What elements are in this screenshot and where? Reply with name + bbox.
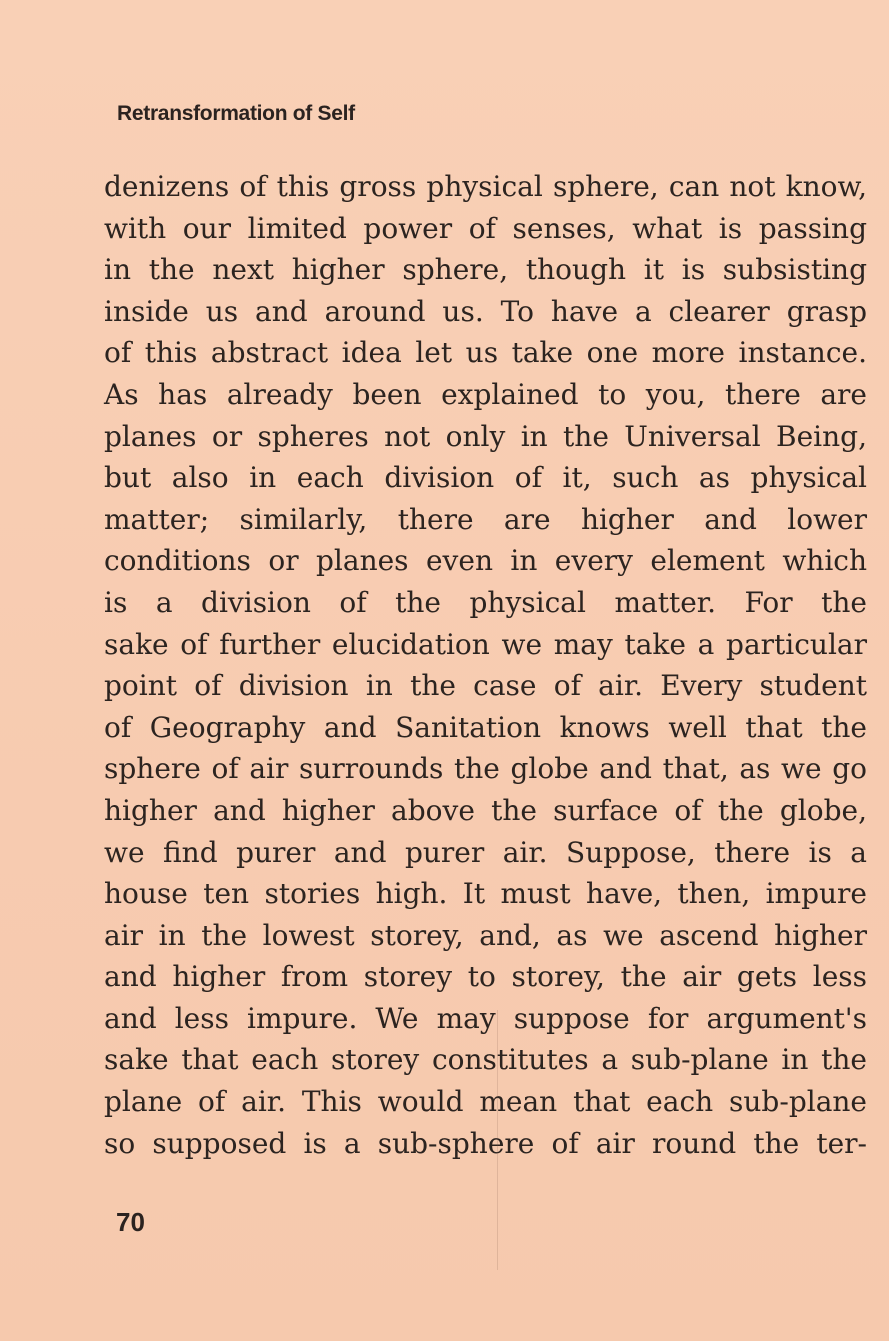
text-line: point of division in the case of air. Every student: [104, 669, 867, 703]
page-crease: [497, 1010, 498, 1270]
text-line: is a division of the physical matter. For the: [104, 585, 867, 619]
text-line: sake of further elucidation we may take a particular: [104, 627, 867, 661]
text-line: and less impure. We may suppose for argument's: [104, 1001, 867, 1035]
text-line: inside us and around us. To have a clearer grasp: [104, 294, 867, 328]
text-line: house ten stories high. It must have, then, impure: [104, 877, 867, 911]
text-line: we find purer and purer air. Suppose, there is a: [104, 835, 867, 869]
text-line: but also in each division of it, such as physical: [104, 461, 867, 495]
text-line: so supposed is a sub-sphere of air round the ter-: [104, 1126, 867, 1160]
text-line: planes or spheres not only in the Universal Being,: [104, 419, 867, 453]
text-line: plane of air. This would mean that each sub-plane: [104, 1085, 867, 1119]
text-line: of this abstract idea let us take one more instance.: [104, 336, 867, 370]
text-line: sake that each storey constitutes a sub-plane in the: [104, 1043, 867, 1077]
text-line: matter; similarly, there are higher and lower: [104, 502, 867, 536]
text-line: denizens of this gross physical sphere, can not know,: [104, 170, 867, 203]
body-text: [104, 166, 867, 1164]
running-header: Retransformation of Self: [117, 102, 355, 125]
text-line: and higher from storey to storey, the air gets less: [104, 960, 867, 994]
text-line: higher and higher above the surface of the globe,: [104, 793, 867, 827]
text-line: in the next higher sphere, though it is subsisting: [104, 253, 867, 287]
text-line: with our limited power of senses, what is passing: [104, 211, 867, 245]
text-line: sphere of air surrounds the globe and that, as we go: [104, 752, 867, 786]
page-number: 70: [116, 1207, 145, 1237]
text-line: conditions or planes even in every element which: [104, 544, 867, 578]
text-line: As has already been explained to you, there are: [104, 377, 867, 411]
text-line: air in the lowest storey, and, as we ascend higher: [104, 918, 867, 952]
text-line: of Geography and Sanitation knows well that the: [104, 710, 867, 744]
